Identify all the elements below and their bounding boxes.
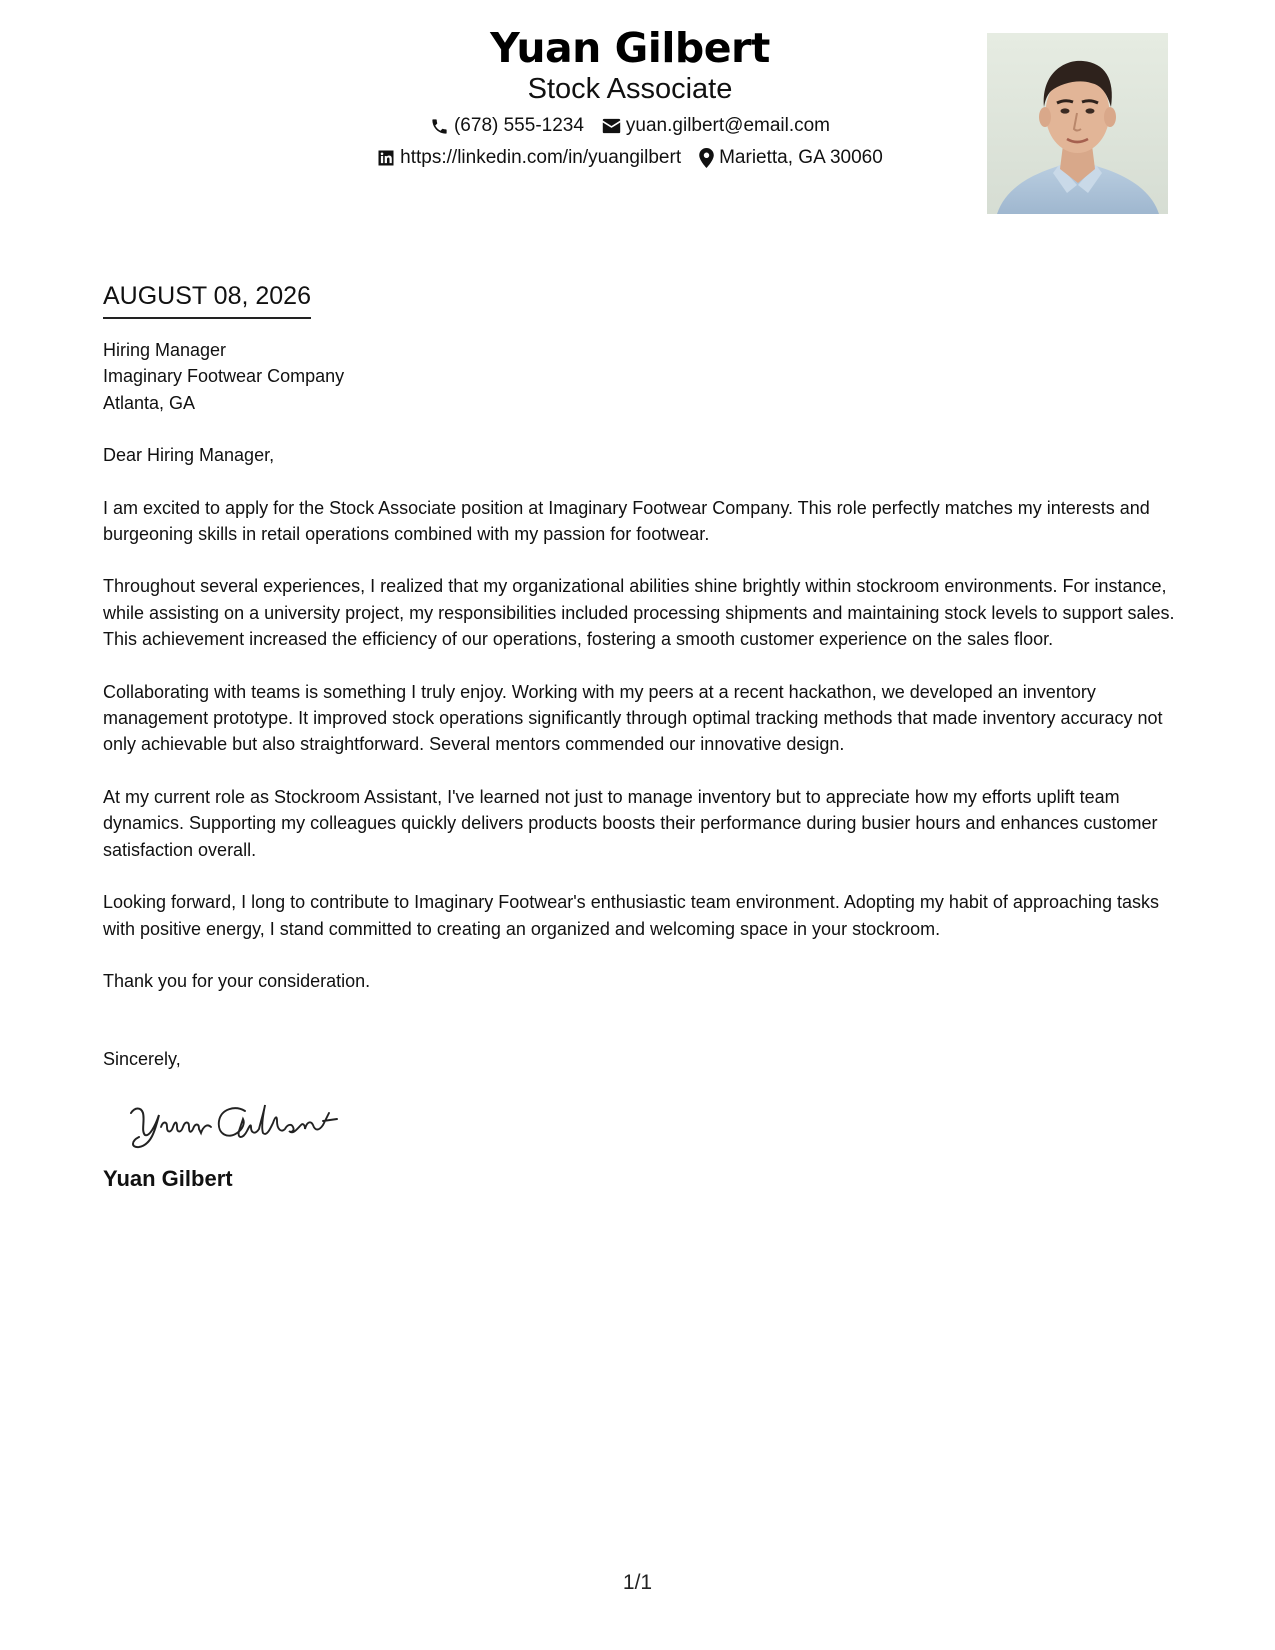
applicant-title: Stock Associate (527, 73, 733, 105)
recipient-location: Atlanta, GA (103, 392, 196, 413)
applicant-name: Yuan Gilbert (490, 24, 770, 72)
linkedin-icon (377, 149, 395, 167)
email-text: yuan.gilbert@email.com (625, 115, 831, 136)
phone-icon (430, 117, 449, 136)
contact-linkedin[interactable] (377, 146, 681, 170)
contact-email[interactable] (602, 114, 830, 138)
phone-text: (678) 555-1234 (453, 115, 584, 136)
paragraph-4: At my current role as Stockroom Assistant, I've learned not just to manage inventory but to appreciate how my efforts uplift team dynamics. Supporting my colleagues quickly delivers products boosts their performance during busier hours and enhances customer satisfaction overall. (103, 786, 1158, 860)
contact-location (699, 146, 883, 170)
handwritten-signature (125, 1091, 1175, 1151)
recipient-title: Hiring Manager (103, 340, 227, 360)
salutation: Dear Hiring Manager, (103, 445, 275, 466)
contact-row-primary (260, 114, 1000, 138)
map-pin-icon (699, 148, 714, 168)
letter-date: AUGUST 08, 2026 (103, 280, 311, 319)
letter-header (0, 22, 1275, 222)
location-text: Marietta, GA 30060 (719, 147, 883, 168)
linkedin-text: https://linkedin.com/in/yuangilbert (400, 147, 682, 168)
paragraph-3: Collaborating with teams is something I truly enjoy. Working with my peers at a recent hackathon, we developed an inventory management prototype. It improved stock operations significantly through optimal tracking methods that made inventory accuracy not only achievable but also straightforward. Several mentors commended our innovative design. (103, 681, 1163, 755)
letter-body (103, 280, 1175, 1193)
contact-row-secondary (260, 146, 1000, 170)
paragraph-5: Looking forward, I long to contribute to Imaginary Footwear's enthusiastic team environment. Adopting my habit of approaching tasks with positive energy, I stand committed to creating an organized and welcoming space in your stockroom. (103, 892, 1160, 939)
applicant-photo (987, 33, 1168, 214)
page-number: 1/1 (622, 1571, 653, 1594)
header-identity (260, 22, 1000, 170)
recipient-company: Imaginary Footwear Company (103, 366, 345, 387)
closing-line: Thank you for your consideration. (103, 970, 371, 991)
paragraph-2: Throughout several experiences, I realized that my organizational abilities shine brightly within stockroom environments. For instance, while assisting on a university project, my responsibilities included processing shipments and maintaining stock levels to support sales. This achievement increased the efficiency of our operations, fostering a smooth customer experience on the sales floor. (103, 576, 1175, 650)
paragraph-1: I am excited to apply for the Stock Associate position at Imaginary Footwear Company. This role perfectly matches my interests and burgeoning skills in retail operations combined with my passion for footwear. (103, 497, 1150, 545)
signer-name: Yuan Gilbert (103, 1165, 233, 1191)
signoff: Sincerely, (103, 1049, 181, 1070)
contact-phone (430, 114, 584, 138)
recipient-block (103, 337, 1175, 416)
envelope-icon (602, 118, 621, 134)
